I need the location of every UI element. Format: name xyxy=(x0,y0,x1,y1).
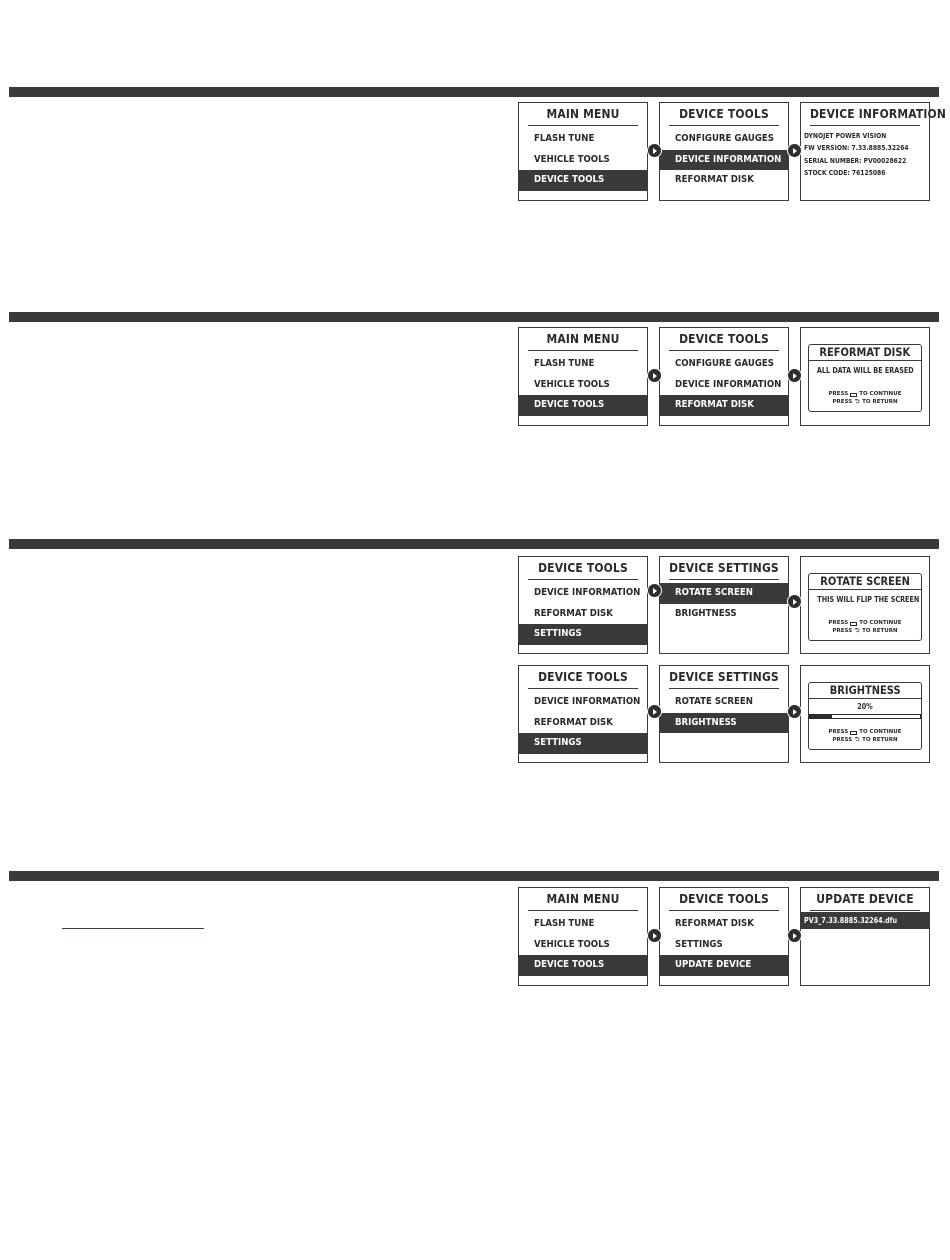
info-serial-number: SERIAL NUMBER: PV00028622 xyxy=(804,156,907,165)
screen-device-settings xyxy=(659,556,789,654)
screen-device-tools xyxy=(518,665,648,763)
screen-device-tools xyxy=(518,556,648,654)
menu-item-vehicle-tools[interactable]: VEHICLE TOOLS xyxy=(534,153,610,165)
screen-brightness-dialog xyxy=(800,665,930,763)
menu-item-flash-tune[interactable]: FLASH TUNE xyxy=(534,358,595,369)
menu-item-settings[interactable]: SETTINGS xyxy=(519,733,647,754)
section-bar-1 xyxy=(9,87,939,97)
menu-item-brightness[interactable]: BRIGHTNESS xyxy=(675,607,737,619)
brightness-value: 20% xyxy=(857,702,873,711)
screen-title: DEVICE TOOLS xyxy=(669,328,779,351)
back-arrow-icon: ⮌ xyxy=(854,736,860,744)
screen-title: MAIN MENU xyxy=(528,103,638,126)
screen-title: DEVICE TOOLS xyxy=(669,103,779,126)
screen-device-information xyxy=(800,102,947,201)
chevron-right-circle-icon xyxy=(787,368,802,383)
brightness-slider-fill xyxy=(810,715,832,718)
dialog-instructions: PRESS TO CONTINUE PRESS ⮌ TO RETURN xyxy=(828,729,902,744)
chevron-right-circle-icon xyxy=(647,583,662,598)
screen-update-device xyxy=(800,887,930,986)
menu-item-rotate-screen[interactable]: ROTATE SCREEN xyxy=(675,696,753,707)
screen-title: DEVICE TOOLS xyxy=(528,557,638,580)
dialog-title: BRIGHTNESS xyxy=(809,683,921,699)
section-bar-4 xyxy=(9,871,939,881)
menu-item-device-information[interactable]: DEVICE INFORMATION xyxy=(675,378,782,390)
dialog-message: ALL DATA WILL BE ERASED xyxy=(816,366,914,375)
info-stock-code: STOCK CODE: 76125086 xyxy=(804,168,886,177)
enter-button-icon xyxy=(850,393,857,397)
dialog-title: REFORMAT DISK xyxy=(809,345,921,361)
menu-item-reformat-disk[interactable]: REFORMAT DISK xyxy=(675,174,754,185)
back-arrow-icon: ⮌ xyxy=(854,627,860,635)
menu-item-reformat-disk[interactable]: REFORMAT DISK xyxy=(534,607,613,619)
menu-item-settings[interactable]: SETTINGS xyxy=(519,624,647,645)
menu-item-reformat-disk[interactable]: REFORMAT DISK xyxy=(660,395,788,416)
menu-item-device-information[interactable]: DEVICE INFORMATION xyxy=(534,696,641,707)
brightness-slider[interactable] xyxy=(809,714,921,719)
screen-device-tools xyxy=(659,102,789,201)
menu-item-brightness[interactable]: BRIGHTNESS xyxy=(660,713,788,734)
screen-device-settings xyxy=(659,665,789,763)
chevron-right-circle-icon xyxy=(647,928,662,943)
menu-item-device-information[interactable]: DEVICE INFORMATION xyxy=(534,587,641,598)
info-device-name: DYNOJET POWER VISION xyxy=(804,132,887,140)
menu-item-configure-gauges[interactable]: CONFIGURE GAUGES xyxy=(675,133,774,144)
menu-item-rotate-screen[interactable]: ROTATE SCREEN xyxy=(660,583,788,604)
screen-main-menu xyxy=(518,327,648,426)
brightness-dialog xyxy=(808,682,922,750)
reformat-disk-dialog xyxy=(808,344,922,412)
enter-button-icon xyxy=(850,622,857,626)
menu-item-configure-gauges[interactable]: CONFIGURE GAUGES xyxy=(675,358,774,369)
enter-button-icon xyxy=(850,731,857,735)
section-bar-3 xyxy=(9,539,939,549)
chevron-right-circle-icon xyxy=(647,704,662,719)
screen-title: MAIN MENU xyxy=(528,328,638,351)
dialog-instructions: PRESS TO CONTINUE PRESS ⮌ TO RETURN xyxy=(828,391,902,406)
menu-item-reformat-disk[interactable]: REFORMAT DISK xyxy=(534,716,613,728)
screen-title: DEVICE SETTINGS xyxy=(669,666,779,689)
menu-item-vehicle-tools[interactable]: VEHICLE TOOLS xyxy=(534,938,610,950)
screen-main-menu xyxy=(518,887,648,986)
menu-item-device-information[interactable]: DEVICE INFORMATION xyxy=(660,150,788,171)
screen-title: UPDATE DEVICE xyxy=(810,888,920,911)
menu-item-device-tools[interactable]: DEVICE TOOLS xyxy=(519,170,647,191)
screen-device-tools xyxy=(659,887,789,986)
chevron-right-circle-icon xyxy=(647,143,662,158)
screen-title: DEVICE TOOLS xyxy=(669,888,779,911)
menu-item-flash-tune[interactable]: FLASH TUNE xyxy=(534,918,595,929)
dialog-message: THIS WILL FLIP THE SCREEN xyxy=(817,595,920,604)
screen-title: MAIN MENU xyxy=(528,888,638,911)
dialog-instructions: PRESS TO CONTINUE PRESS ⮌ TO RETURN xyxy=(828,620,902,635)
screen-reformat-dialog xyxy=(800,327,930,426)
chevron-right-circle-icon xyxy=(787,928,802,943)
screen-title: DEVICE TOOLS xyxy=(528,666,638,689)
chevron-right-circle-icon xyxy=(787,594,802,609)
hyperlink-underline[interactable] xyxy=(62,928,204,929)
rotate-screen-dialog xyxy=(808,573,922,641)
menu-item-reformat-disk[interactable]: REFORMAT DISK xyxy=(675,918,754,929)
screen-device-tools xyxy=(659,327,789,426)
menu-item-update-device[interactable]: UPDATE DEVICE xyxy=(660,955,788,976)
info-fw-version: FW VERSION: 7.33.8885.32264 xyxy=(804,144,909,153)
screen-title: DEVICE INFORMATION xyxy=(810,103,920,126)
chevron-right-circle-icon xyxy=(787,143,802,158)
menu-item-flash-tune[interactable]: FLASH TUNE xyxy=(534,133,595,144)
menu-item-device-tools[interactable]: DEVICE TOOLS xyxy=(519,955,647,976)
menu-item-settings[interactable]: SETTINGS xyxy=(675,938,723,950)
screen-rotate-dialog xyxy=(800,556,930,654)
screen-main-menu xyxy=(518,102,648,201)
screen-title: DEVICE SETTINGS xyxy=(669,557,779,580)
menu-item-vehicle-tools[interactable]: VEHICLE TOOLS xyxy=(534,378,610,390)
chevron-right-circle-icon xyxy=(647,368,662,383)
chevron-right-circle-icon xyxy=(787,704,802,719)
menu-item-device-tools[interactable]: DEVICE TOOLS xyxy=(519,395,647,416)
firmware-file-item[interactable]: PV3_7.33.8885.32264.dfu xyxy=(801,912,929,929)
dialog-title: ROTATE SCREEN xyxy=(809,574,921,590)
back-arrow-icon: ⮌ xyxy=(854,398,860,406)
section-bar-2 xyxy=(9,312,939,322)
